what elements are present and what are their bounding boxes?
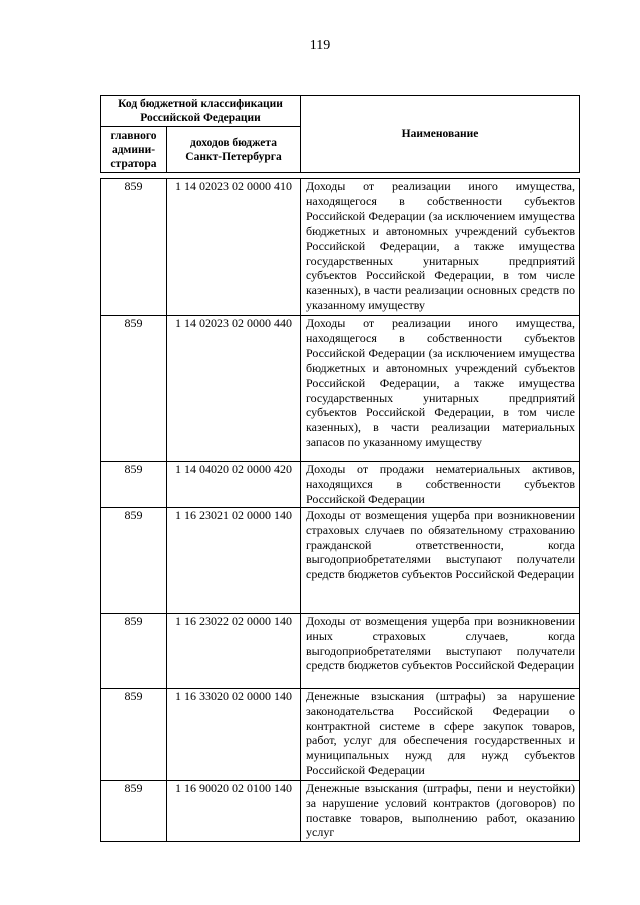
- revenue-code-cell: 1 16 90020 02 0100 140: [167, 780, 301, 841]
- revenue-code-cell: 1 16 33020 02 0000 140: [167, 688, 301, 780]
- revenue-name-cell: Денежные взыскания (штрафы) за нарушение законодательства Российской Федерации о контрактной системе в сфере закупок товаров, работ, услуг для обеспечения государственных и муниципальных нужд для нужд субъектов Российской Федерации: [301, 688, 580, 780]
- revenue-code-cell: 1 14 04020 02 0000 420: [167, 462, 301, 508]
- revenue-column-header: доходов бюджета Санкт-Петербурга: [167, 127, 301, 173]
- revenue-codes-table: [100, 178, 580, 842]
- revenue-code-cell: 1 16 23022 02 0000 140: [167, 613, 301, 688]
- admin-code-cell: 859: [101, 316, 167, 462]
- table-row: [101, 688, 580, 780]
- table-row: [101, 316, 580, 462]
- page-number: 119: [309, 38, 331, 53]
- table-row: [101, 507, 580, 613]
- table-row: [101, 780, 580, 841]
- admin-code-cell: 859: [101, 462, 167, 508]
- table-header: [100, 95, 580, 173]
- revenue-name-cell: Доходы от реализации иного имущества, находящегося в собственности субъектов Российской Федерации (за исключением имущества бюджетных и автономных учреждений субъектов Российской Федерации, а также имущества государственных унитарных предприятий субъектов Российской Федерации, в том числе казенных), в части реализации материальных запасов по указанному имуществу: [301, 316, 580, 462]
- admin-code-cell: 859: [101, 688, 167, 780]
- revenue-name-cell: Доходы от возмещения ущерба при возникновении страховых случаев по обязательному страхованию гражданской ответственности, когда выгодоприобретателями выступают получатели средств бюджетов субъектов Российской Федерации: [301, 507, 580, 613]
- table-row: [101, 462, 580, 508]
- revenue-name-cell: Доходы от реализации иного имущества, находящегося в собственности субъектов Российской Федерации (за исключением имущества бюджетных и автономных учреждений субъектов Российской Федерации, а также имущества государственных унитарных предприятий субъектов Российской Федерации, в том числе казенных), в части реализации основных средств по указанному имуществу: [301, 179, 580, 316]
- revenue-code-cell: 1 14 02023 02 0000 410: [167, 179, 301, 316]
- admin-code-cell: 859: [101, 780, 167, 841]
- kbk-title-cell: Код бюджетной классификации Российской Федерации: [101, 96, 301, 127]
- revenue-name-cell: Доходы от возмещения ущерба при возникновении иных страховых случаев, когда выгодоприобретателями выступают получатели средств бюджетов субъектов Российской Федерации: [301, 613, 580, 688]
- admin-code-cell: 859: [101, 507, 167, 613]
- table-row: [101, 179, 580, 316]
- revenue-code-cell: 1 16 23021 02 0000 140: [167, 507, 301, 613]
- revenue-name-cell: Доходы от продажи нематериальных активов, находящихся в собственности субъектов Российской Федерации: [301, 462, 580, 508]
- name-column-header: Наименование: [301, 96, 580, 173]
- admin-column-header: главного админи-стратора: [101, 127, 167, 173]
- table-row: [101, 613, 580, 688]
- admin-code-cell: 859: [101, 613, 167, 688]
- admin-code-cell: 859: [101, 179, 167, 316]
- revenue-code-cell: 1 14 02023 02 0000 440: [167, 316, 301, 462]
- revenue-name-cell: Денежные взыскания (штрафы, пени и неустойки) за нарушение условий контрактов (договоров) по поставке товаров, выполнению работ, оказанию услуг: [301, 780, 580, 841]
